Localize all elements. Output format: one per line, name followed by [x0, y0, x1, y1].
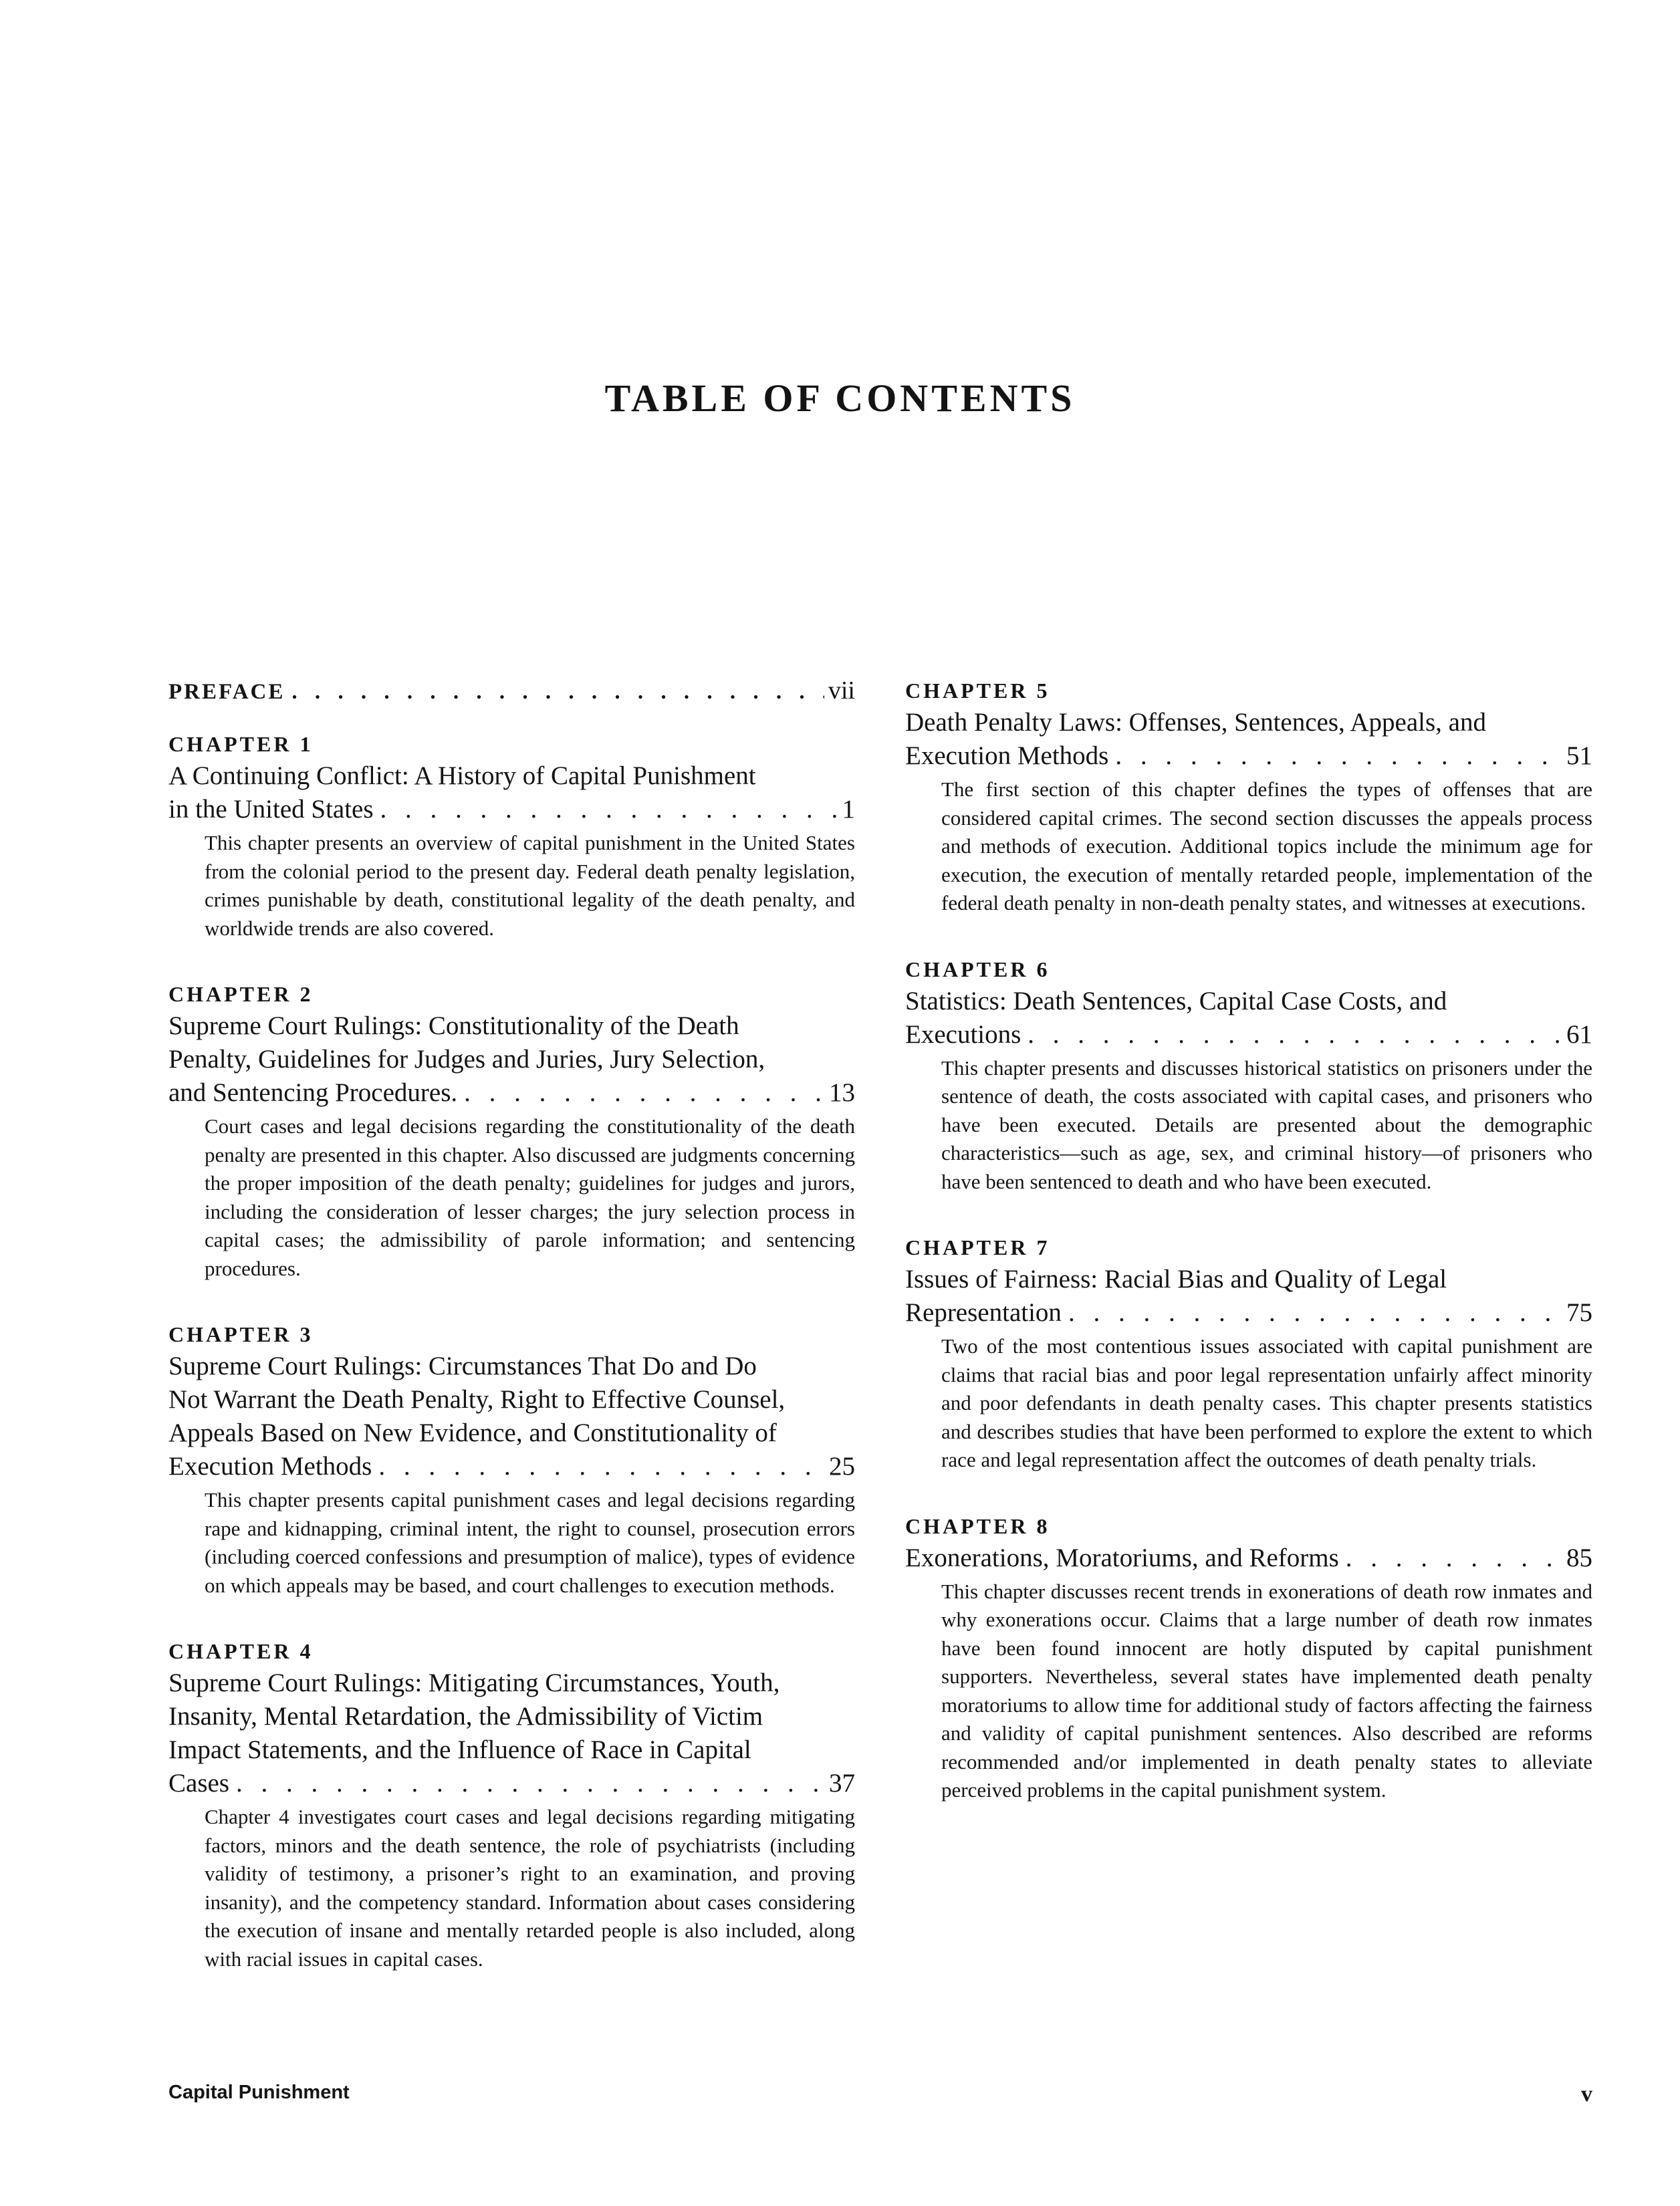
chapter-title-line: Statistics: Death Sentences, Capital Case Costs, and	[905, 986, 1447, 1015]
toc-left-column	[168, 675, 855, 1973]
chapter-page-number: 25	[829, 1452, 855, 1481]
chapter-title-line: A Continuing Conflict: A History of Capital Punishment	[168, 761, 756, 790]
chapter-title-line: Supreme Court Rulings: Constitutionality of the Death	[168, 1011, 739, 1040]
toc-entry-chapter-2[interactable]	[168, 979, 855, 1283]
chapter-page-number: 13	[829, 1078, 855, 1107]
chapter-title	[905, 985, 1592, 1052]
chapter-description: This chapter discusses recent trends in exonerations of death row inmates and why exonerations occur. Claims that a large number of death row inmates have been found innocent are hotly disputed by capital punishment supporters. Nevertheless, several states have implemented death penalty moratoriums to allow time for additional study of factors affecting the fairness and validity of capital punishment sentences. Also described are reforms recommended and/or implemented in death penalty states to alleviate perceived problems in the capital punishment system.	[941, 1579, 1592, 1802]
chapter-label: CHAPTER 8	[905, 1513, 1050, 1538]
chapter-title-line: Appeals Based on New Evidence, and Constitutionality of	[168, 1419, 777, 1447]
chapter-title	[168, 1350, 855, 1483]
chapter-title-line: Exonerations, Moratoriums, and Reforms	[905, 1543, 1339, 1572]
toc-entry-chapter-3[interactable]	[168, 1319, 855, 1600]
chapter-title-line: Impact Statements, and the Influence of Race in Capital	[168, 1735, 751, 1764]
page-title: TABLE OF CONTENTS	[604, 376, 1076, 420]
chapter-description: This chapter presents and discusses historical statistics on prisoners under the sentence of death, the costs associated with capital cases, and prisoners who have been executed. Details are presented about the demographic characteristics—such as age, sex, and criminal history—of prisoners who have been sentenced to death and who have been executed.	[941, 1056, 1592, 1193]
chapter-title-line: Supreme Court Rulings: Mitigating Circumstances, Youth,	[168, 1669, 780, 1697]
leader-dots	[236, 1767, 825, 1800]
chapter-description: The first section of this chapter defines the types of offenses that are considered capital crimes. The second section discusses the appeals process and methods of execution. Additional topics include the minimum age for execution, the execution of mentally retarded people, implementation of the federal death penalty in non-death penalty states, and witnesses at executions.	[941, 777, 1592, 914]
chapter-page-number: 61	[1566, 1019, 1592, 1049]
chapter-title-line: Representation	[905, 1298, 1062, 1327]
chapter-title	[168, 1667, 855, 1800]
chapter-title-line: Insanity, Mental Retardation, the Admissibility of Victim	[168, 1702, 763, 1731]
chapter-title-line: Execution Methods	[168, 1452, 372, 1481]
chapter-page-number: 75	[1566, 1298, 1592, 1327]
toc-entry-chapter-7[interactable]	[905, 1232, 1592, 1475]
chapter-title-line: in the United States	[168, 795, 374, 824]
chapter-title	[905, 1542, 1592, 1575]
toc-right-column	[905, 675, 1592, 1805]
chapter-description: Court cases and legal decisions regarding the constitutionality of the death penalty are presented in this chapter. Also discussed are judgments concerning the proper imposition of the death penalty; guidelines for judges and jurors, including the consideration of lesser charges; the jury selection process in capital cases; the admissibility of parole information; and sentencing procedures.	[205, 1114, 855, 1280]
leader-dots	[1115, 739, 1562, 773]
chapter-description: This chapter presents capital punishment cases and legal decisions regarding rape and kidnapping, criminal intent, the right to counsel, prosecution errors (including coerced confessions and presumption of malice), types of evidence on which appeals may be based, and court challenges to execution methods.	[205, 1488, 855, 1597]
leader-dots	[380, 793, 838, 826]
chapter-title	[168, 759, 855, 826]
toc-entry-chapter-4[interactable]	[168, 1636, 855, 1973]
chapter-title	[905, 1263, 1592, 1330]
chapter-title-line: and Sentencing Procedures.	[168, 1078, 458, 1107]
chapter-label: CHAPTER 4	[168, 1639, 314, 1663]
toc-entry-chapter-1[interactable]	[168, 729, 855, 943]
toc-entry-chapter-5[interactable]	[905, 675, 1592, 918]
chapter-description: This chapter presents an overview of capital punishment in the United States from the colonial period to the present day. Federal death penalty legislation, crimes punishable by death, constitutional legality of the death penalty, and worldwide trends are also covered.	[205, 831, 855, 940]
toc-entry-chapter-8[interactable]	[905, 1511, 1592, 1805]
chapter-title-line: Executions	[905, 1019, 1022, 1049]
leader-dots	[1068, 1296, 1562, 1330]
chapter-page-number: 85	[1566, 1543, 1592, 1572]
footer-page-number: v	[1581, 2082, 1592, 2106]
toc-entry-chapter-6[interactable]	[905, 954, 1592, 1197]
chapter-title	[905, 706, 1592, 773]
toc-entry-preface[interactable]	[168, 675, 855, 706]
chapter-label: CHAPTER 2	[168, 982, 314, 1006]
footer-book-title: Capital Punishment	[168, 2082, 350, 2103]
chapter-title-line: Cases	[168, 1769, 229, 1798]
preface-page-number: vii	[828, 677, 855, 705]
chapter-description: Two of the most contentious issues associated with capital punishment are claims that racial bias and poor legal representation unfairly affect minority and poor defendants in death penalty cases. This chapter presents statistics and describes studies that have been performed to explore the extent to which race and legal representation affect the outcomes of death penalty trials.	[941, 1334, 1592, 1471]
leader-dots	[464, 1076, 825, 1110]
chapter-description: Chapter 4 investigates court cases and legal decisions regarding mitigating factors, minors and the death sentence, the role of psychiatrists (including validity of testimony, a prisoner’s right to an examination, and proving insanity), and the competency standard. Information about cases considering the execution of insane and mentally retarded people is also included, along with racial issues in capital cases.	[205, 1805, 855, 1971]
chapter-label: CHAPTER 1	[168, 732, 314, 756]
chapter-title-line: Supreme Court Rulings: Circumstances That Do and Do	[168, 1352, 757, 1380]
chapter-title	[168, 1009, 855, 1110]
leader-dots	[291, 677, 824, 707]
preface-label: PREFACE	[168, 680, 285, 704]
chapter-page-number: 1	[842, 795, 855, 824]
chapter-title-line: Issues of Fairness: Racial Bias and Quality of Legal	[905, 1265, 1447, 1294]
chapter-label: CHAPTER 3	[168, 1322, 314, 1346]
leader-dots	[1028, 1018, 1562, 1052]
chapter-label: CHAPTER 6	[905, 957, 1050, 981]
leader-dots	[378, 1450, 825, 1483]
chapter-title-line: Execution Methods	[905, 741, 1109, 770]
chapter-page-number: 51	[1566, 741, 1592, 770]
chapter-page-number: 37	[829, 1769, 855, 1798]
chapter-title-line: Not Warrant the Death Penalty, Right to Effective Counsel,	[168, 1385, 786, 1414]
chapter-label: CHAPTER 5	[905, 679, 1050, 703]
leader-dots	[1346, 1542, 1562, 1575]
chapter-title-line: Penalty, Guidelines for Judges and Juries, Jury Selection,	[168, 1045, 765, 1074]
chapter-title-line: Death Penalty Laws: Offenses, Sentences, Appeals, and	[905, 708, 1486, 737]
chapter-label: CHAPTER 7	[905, 1235, 1050, 1259]
